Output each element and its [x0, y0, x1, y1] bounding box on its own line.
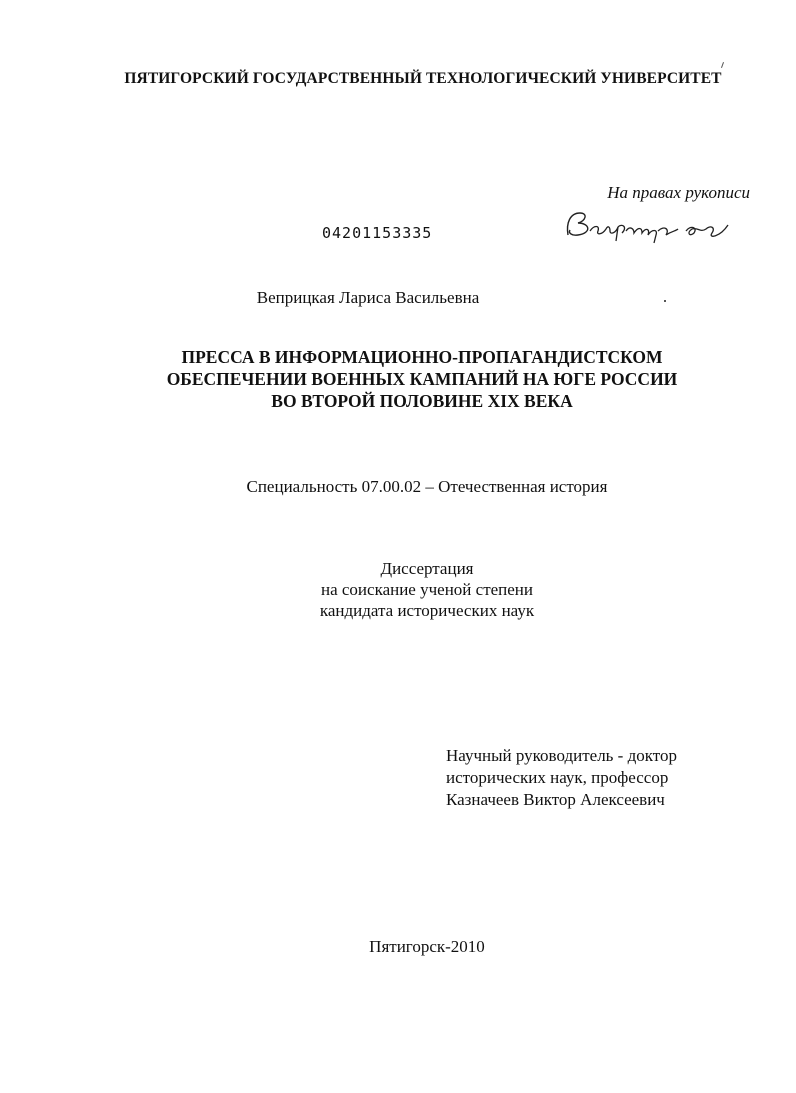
author-name: Веприцкая Лариса Васильевна [256, 288, 480, 307]
title-line: ОБЕСПЕЧЕНИИ ВОЕННЫХ КАМПАНИЙ НА ЮГЕ РОССИИ [166, 369, 678, 389]
scan-speck [664, 300, 666, 302]
title-line: ПРЕССА В ИНФОРМАЦИОННО-ПРОПАГАНДИСТСКОМ [181, 347, 663, 367]
dissertation-line: на соискание ученой степени [320, 580, 534, 599]
specialty: Специальность 07.00.02 – Отечественная история [246, 477, 608, 496]
dissertation-title [0, 346, 796, 412]
city-year: Пятигорск-2010 [369, 937, 485, 956]
dissertation-line: кандидата исторических наук [319, 601, 535, 620]
dissertation-degree [0, 558, 796, 621]
supervisor-line: исторических наук, профессор [446, 768, 669, 787]
manuscript-rights-note: На правах рукописи [607, 183, 750, 202]
university-header: ПЯТИГОРСКИЙ ГОСУДАРСТВЕННЫЙ ТЕХНОЛОГИЧЕСКИЙ УНИВЕРСИТЕТ [124, 70, 722, 87]
supervisor-line: Научный руководитель - доктор [446, 746, 677, 765]
title-line: ВО ВТОРОЙ ПОЛОВИНЕ XIX ВЕКА [271, 391, 573, 411]
handwritten-signature [560, 205, 740, 245]
scientific-supervisor [446, 745, 766, 811]
scan-speck [721, 62, 724, 68]
dissertation-line: Диссертация [380, 559, 474, 578]
document-number: 04201153335 [322, 224, 433, 242]
supervisor-line: Казначеев Виктор Алексеевич [446, 790, 665, 809]
